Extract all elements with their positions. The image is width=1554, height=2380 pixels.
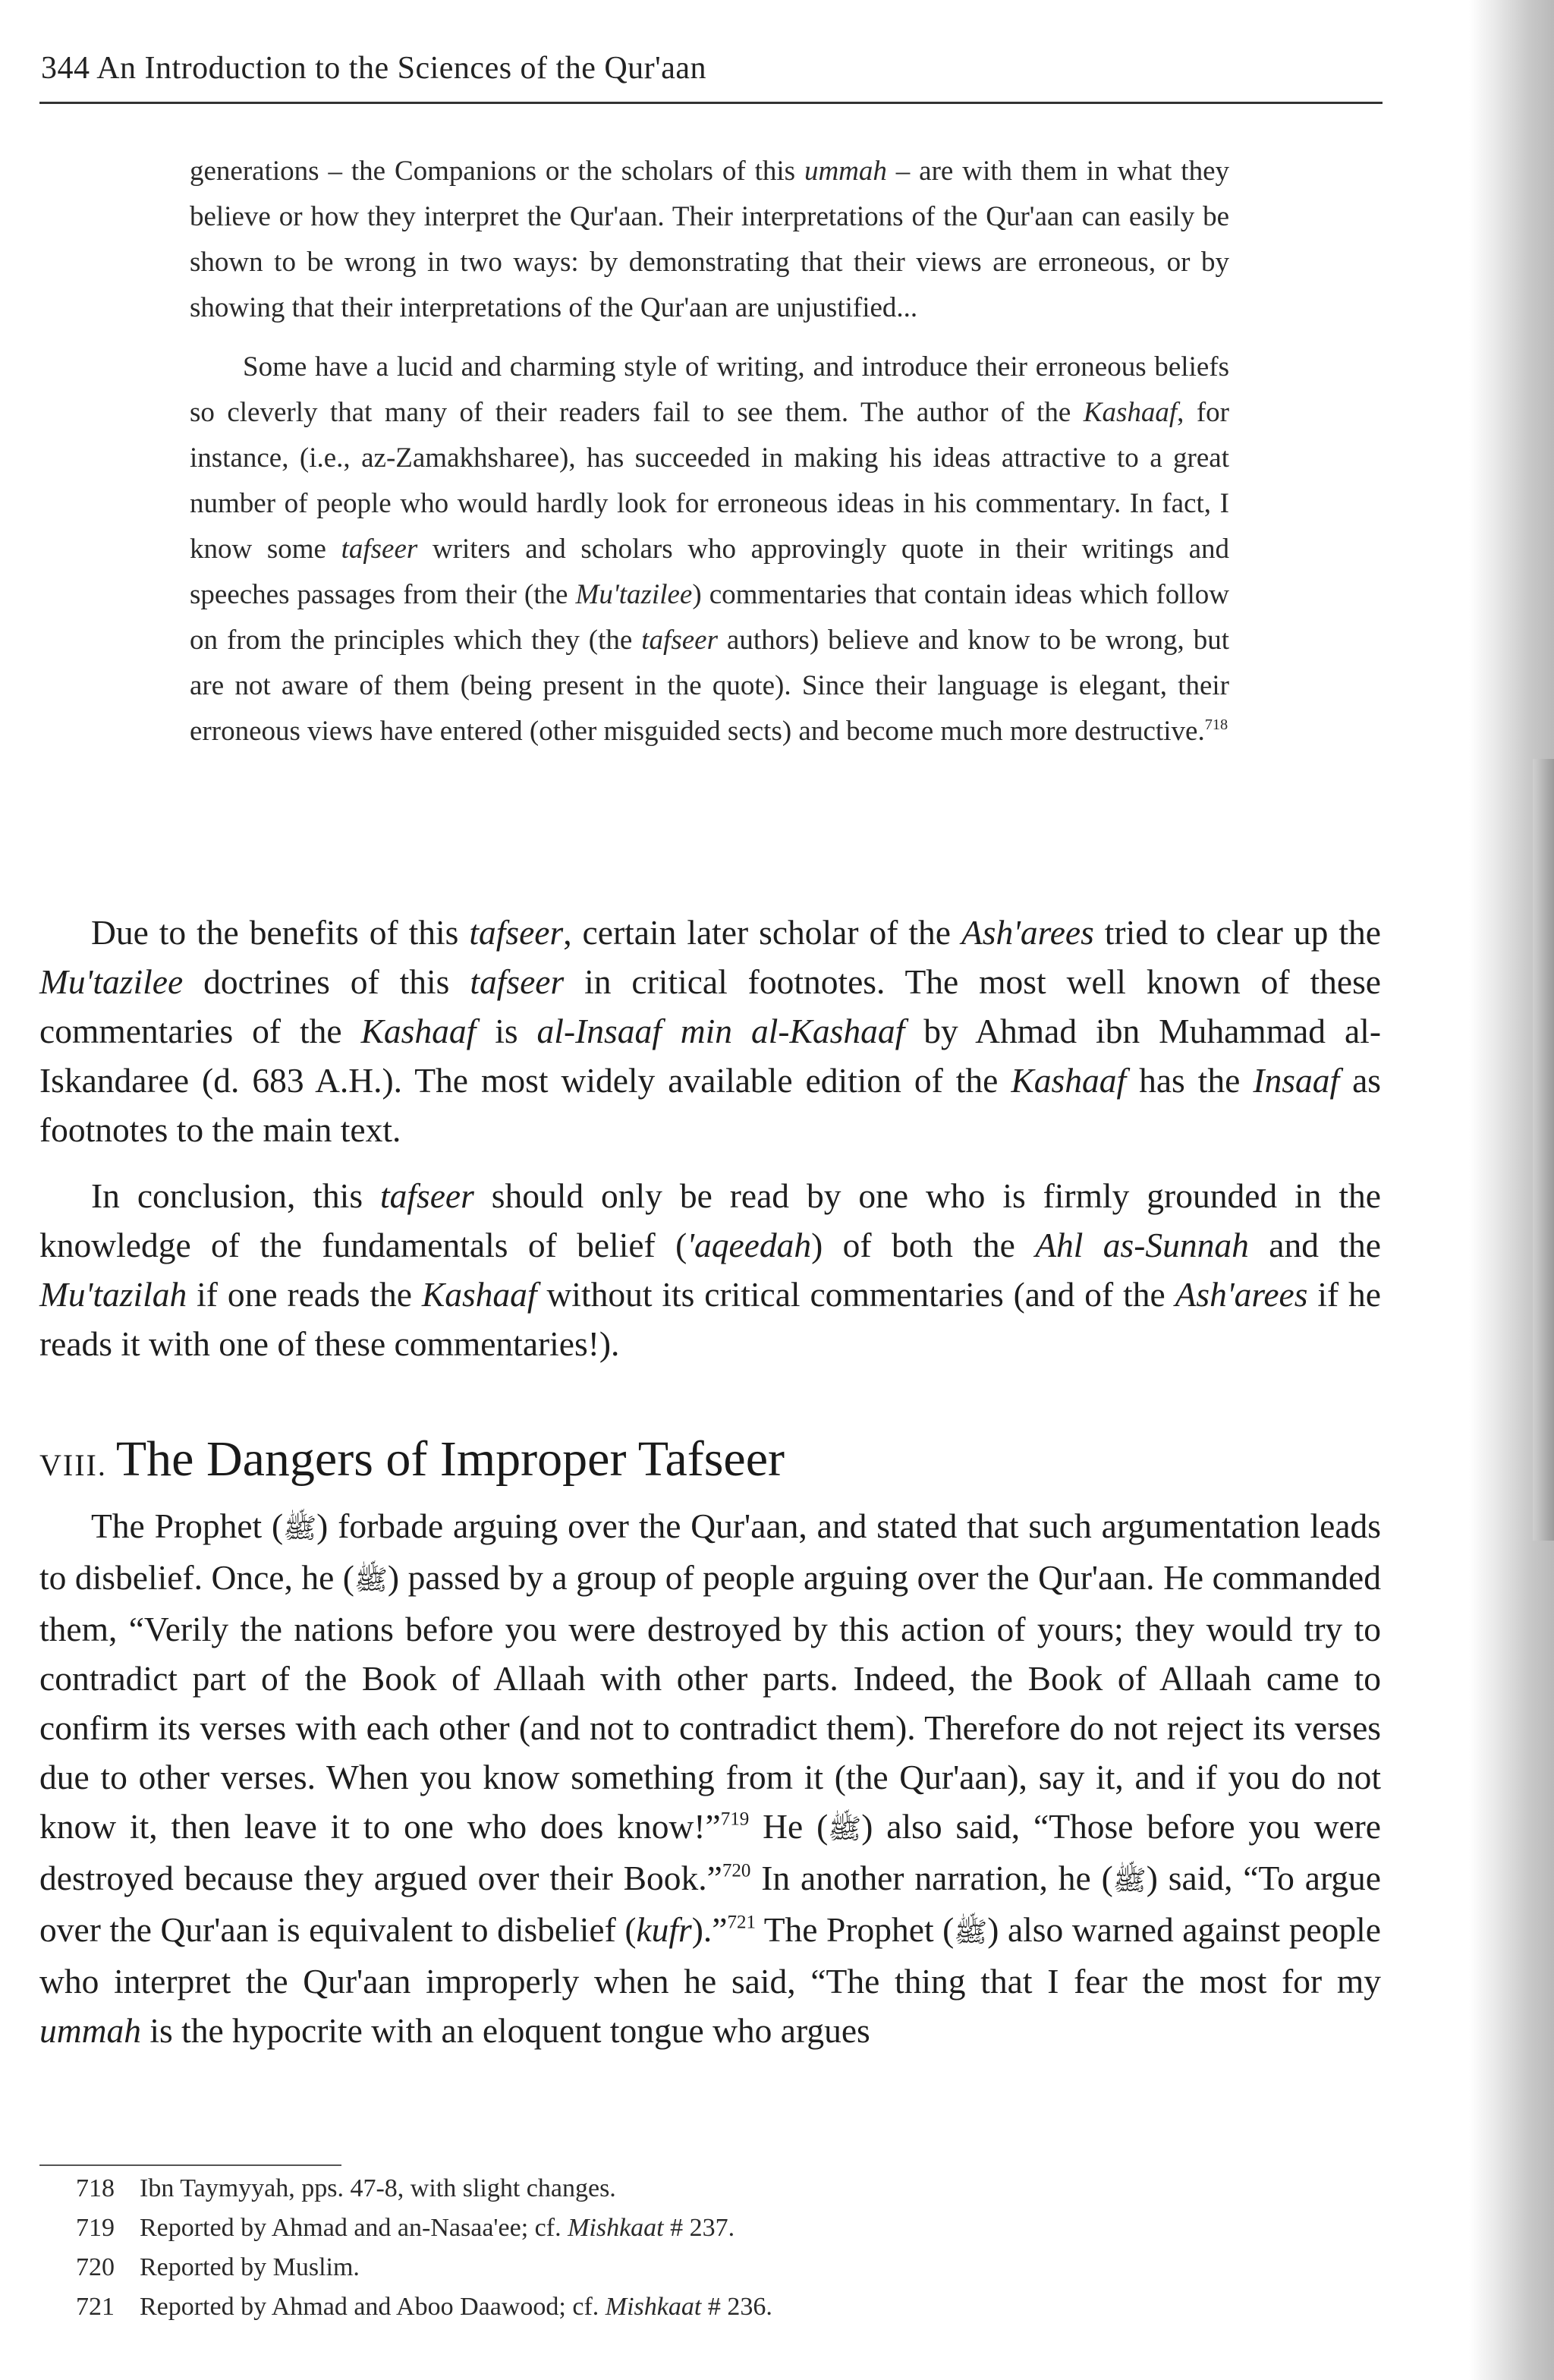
salutation-glyph: ﷺ — [954, 1916, 988, 1948]
footnote-number: 721 — [76, 2293, 115, 2321]
text-run: generations – the Companions or the scholars of this — [190, 156, 804, 187]
text-run: , for instance, (i.e., az-Zamakhsharee), has succeeded in making his ideas attractive to a great number of people who would hardly look for erroneous ideas in his commentary. In fact, I know some — [190, 397, 1229, 565]
text-run: doctrines of this — [183, 962, 470, 1001]
page-binding-shadow — [1533, 759, 1554, 1541]
text-run: is the hypocrite with an eloquent tongue who argues — [140, 2011, 870, 2050]
italic-term: Mishkaat — [568, 2214, 664, 2242]
text-run: ) said, “To argue over the Qur'aan is equivalent to disbelief ( — [39, 1859, 1381, 1949]
text-run: and the — [1248, 1226, 1381, 1264]
text-run: if he reads it with one of these commentaries!). — [39, 1275, 1382, 1363]
quote-paragraph-1 — [190, 149, 1229, 331]
footnote-ref: 718 — [1204, 716, 1228, 733]
footnote-text — [140, 2253, 360, 2281]
italic-term: Mishkaat — [605, 2293, 702, 2321]
book-title: An Introduction to the Sciences of the Qur'aan — [96, 51, 707, 86]
text-run: is — [476, 1012, 537, 1050]
salutation-glyph: ﷺ — [354, 1563, 388, 1596]
text-run: Ibn Taymyyah, pps. 47-8, with slight changes. — [140, 2174, 616, 2202]
text-run: Reported by Muslim. — [140, 2253, 360, 2281]
text-run: in critical footnotes. The most well known of these commentaries of the — [39, 962, 1381, 1050]
footnote-number: 718 — [76, 2174, 115, 2202]
italic-term: Mu'tazilee — [575, 579, 693, 610]
section-title: The Dangers of Improper Tafseer — [115, 1431, 785, 1487]
italic-term: ummah — [804, 156, 887, 187]
text-run: , certain later scholar of the — [563, 913, 961, 952]
italic-term: Kashaaf — [1083, 397, 1178, 428]
text-run: Due to the benefits of this — [91, 913, 470, 952]
text-run: should only be read by one who is firmly grounded in the knowledge of the fundamentals of belief ( — [39, 1176, 1381, 1264]
text-run: has the — [1126, 1061, 1254, 1100]
text-run: The Prophet ( — [756, 1910, 955, 1949]
section-heading — [39, 1425, 1381, 1500]
salutation-glyph: ﷺ — [1112, 1864, 1147, 1897]
text-run: ) of both the — [811, 1226, 1036, 1264]
footnote-ref: 719 — [720, 1809, 750, 1830]
italic-term: 'aqeedah — [687, 1226, 812, 1264]
quote-paragraph-2 — [190, 345, 1229, 754]
italic-term: ummah — [39, 2011, 141, 2050]
footnote-number: 719 — [76, 2214, 115, 2242]
italic-term: tafseer — [470, 962, 565, 1001]
body-section-2 — [39, 1501, 1381, 2055]
italic-term: Ash'arees — [961, 913, 1094, 952]
text-run: In another narration, he ( — [750, 1859, 1113, 1897]
text-run: ) also warned against people who interpret the Qur'aan improperly when he said, “The thing that I fear the most for my — [39, 1910, 1381, 2001]
footnote-number: 720 — [76, 2253, 115, 2281]
italic-term: Kashaaf — [360, 1012, 477, 1050]
italic-term: tafseer — [469, 913, 564, 952]
footnote-719 — [76, 2208, 1214, 2248]
footnote-text — [140, 2214, 735, 2242]
text-run: ) commentaries that contain ideas which follow on from the principles which they (the — [190, 579, 1229, 656]
italic-term: Kashaaf — [421, 1275, 537, 1314]
text-run: ) passed by a group of people arguing over the Qur'aan. He commanded them, “Verily the nations before you were destroyed by this action of yours; they would try to contradict part of the Book of Allaah with other parts. Indeed, the Book of Allaah came to confirm its verses with each other (and not to contradict them). Therefore do not reject its verses due to other verses. When you know something from it (the Qur'aan), say it, and if you do not know it, then leave it to one who does know!” — [39, 1558, 1381, 1846]
text-run: Reported by Ahmad and an-Nasaa'ee; cf. — [140, 2214, 568, 2242]
body-section-1 — [39, 908, 1381, 1368]
header-rule — [39, 102, 1383, 104]
italic-term: tafseer — [379, 1176, 474, 1215]
italic-term: Mu'tazilah — [39, 1275, 187, 1314]
footnote-ref: 720 — [722, 1860, 751, 1881]
text-run: ) forbade arguing over the Qur'aan, and stated that such argumentation leads to disbelief. Once, he ( — [39, 1506, 1381, 1597]
footnote-text — [140, 2293, 772, 2321]
text-run: Some have a lucid and charming style of writing, and introduce their erroneous beliefs so cleverly that many of their readers fail to see them. The author of the — [190, 351, 1229, 428]
text-run: # 237. — [663, 2214, 735, 2242]
italic-term: tafseer — [641, 625, 718, 656]
italic-term: al-Insaaf min al-Kashaaf — [536, 1012, 905, 1050]
footnote-ref: 721 — [727, 1912, 757, 1933]
page-number: 344 — [41, 51, 90, 86]
footnote-718 — [76, 2169, 1214, 2208]
footnote-rule — [39, 2164, 341, 2166]
text-run: ) also said, “Those before you were destroyed because they argued over their Book.” — [39, 1807, 1381, 1897]
text-run: In conclusion, this — [91, 1176, 380, 1215]
salutation-glyph: ﷺ — [828, 1812, 862, 1845]
text-run: authors) believe and know to be wrong, but are not aware of them (being present in the quote). Since their language is elegant, their erroneous views have entered (other misguided sects) and become much more destructive. — [190, 625, 1229, 747]
body-paragraph-3 — [39, 1501, 1381, 2055]
text-run: by Ahmad ibn Muhammad al-Iskandaree (d. 683 A.H.). The most widely available edition of the — [39, 1012, 1381, 1100]
text-run: without its critical commentaries (and of the — [536, 1275, 1175, 1314]
italic-term: Kashaaf — [1011, 1061, 1127, 1100]
text-run: if one reads the — [187, 1275, 422, 1314]
footnotes — [76, 2169, 1214, 2327]
italic-term: tafseer — [341, 534, 418, 565]
italic-term: Mu'tazilee — [39, 962, 184, 1001]
body-paragraph-2 — [39, 1171, 1381, 1368]
body-paragraph-1 — [39, 908, 1381, 1154]
footnote-721 — [76, 2287, 1214, 2327]
section-number: VIII. — [39, 1448, 107, 1482]
footnote-720 — [76, 2248, 1214, 2287]
text-run: The Prophet ( — [91, 1506, 284, 1545]
text-run: – are with them in what they believe or how they interpret the Qur'aan. Their interpretations of the Qur'aan can easily be shown to be wrong in two ways: by demonstrating that their views are erroneous, or by showing that their interpretations of the Qur'aan are unjustified... — [190, 156, 1229, 323]
text-run: writers and scholars who approvingly quote in their writings and speeches passages from their (the — [190, 534, 1230, 610]
text-run: He ( — [749, 1807, 829, 1846]
italic-term: Ash'arees — [1175, 1275, 1308, 1314]
text-run: ).” — [691, 1910, 728, 1949]
page-binding-edge — [1469, 0, 1554, 2380]
italic-term: kufr — [636, 1910, 692, 1949]
text-run: as footnotes to the main text. — [39, 1061, 1381, 1149]
text-run: Reported by Ahmad and Aboo Daawood; cf. — [140, 2293, 606, 2321]
italic-term: Insaaf — [1253, 1061, 1340, 1100]
text-run: # 236. — [701, 2293, 772, 2321]
italic-term: Ahl as-Sunnah — [1035, 1226, 1249, 1264]
block-quote — [190, 149, 1229, 754]
running-header — [41, 50, 1381, 87]
text-run: tried to clear up the — [1093, 913, 1381, 952]
salutation-glyph: ﷺ — [283, 1512, 317, 1544]
footnote-text — [140, 2174, 616, 2202]
